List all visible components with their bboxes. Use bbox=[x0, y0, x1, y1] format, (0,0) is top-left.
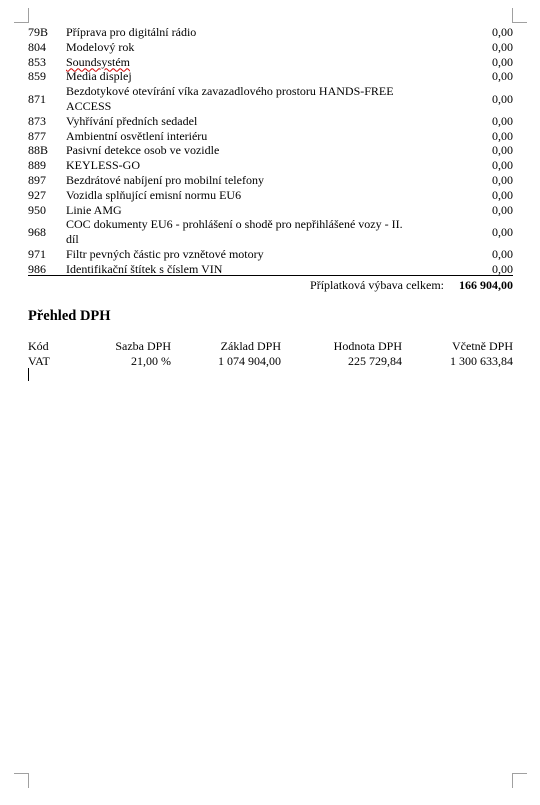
option-row bbox=[28, 69, 513, 84]
option-description-text: Identifikační štítek s číslem VIN bbox=[66, 261, 223, 276]
option-description bbox=[66, 173, 443, 188]
vat-total: 1 300 633,84 bbox=[450, 354, 513, 368]
option-description-line: COC dokumenty EU6 - prohlášení o shodě pro nepřihlášené vozy - II. bbox=[66, 217, 403, 232]
option-description bbox=[66, 25, 443, 40]
crop-mark-top-left bbox=[14, 8, 29, 23]
option-code: 873 bbox=[28, 113, 46, 128]
option-description bbox=[66, 40, 443, 55]
vat-row bbox=[28, 354, 513, 369]
option-price: 0,00 bbox=[492, 91, 513, 106]
option-price: 0,00 bbox=[492, 172, 513, 187]
option-price: 0,00 bbox=[492, 143, 513, 158]
option-price: 0,00 bbox=[492, 128, 513, 143]
vat-header-amount: Hodnota DPH bbox=[333, 339, 402, 353]
options-total bbox=[28, 278, 513, 292]
vat-base: 1 074 904,00 bbox=[218, 354, 281, 368]
option-code: 871 bbox=[28, 91, 46, 106]
option-price: 0,00 bbox=[492, 261, 513, 276]
option-code: 853 bbox=[28, 54, 46, 69]
option-description-text: Media displej bbox=[66, 69, 132, 84]
option-description-text: Příprava pro digitální rádio bbox=[66, 25, 197, 39]
option-price: 0,00 bbox=[492, 224, 513, 239]
vat-amount: 225 729,84 bbox=[348, 354, 402, 368]
option-code: 950 bbox=[28, 202, 46, 217]
option-code: 927 bbox=[28, 187, 46, 202]
option-description bbox=[66, 55, 443, 70]
option-description-text: KEYLESS-GO bbox=[66, 158, 140, 173]
vat-table bbox=[28, 339, 513, 369]
option-description bbox=[66, 188, 443, 203]
option-description-line: díl bbox=[66, 232, 79, 247]
crop-mark-bottom-left bbox=[14, 773, 29, 788]
option-row bbox=[28, 188, 513, 203]
option-row bbox=[28, 217, 513, 247]
total-value: 166 904,00 bbox=[459, 278, 513, 292]
option-row bbox=[28, 173, 513, 188]
option-code: 79B bbox=[28, 25, 49, 39]
option-price: 0,00 bbox=[492, 39, 513, 54]
option-code: 804 bbox=[28, 39, 46, 54]
total-divider bbox=[28, 275, 513, 276]
vat-header-total: Včetně DPH bbox=[452, 339, 513, 353]
option-row bbox=[28, 158, 513, 173]
option-description bbox=[66, 84, 443, 114]
option-description-text: Pasivní detekce osob ve vozidle bbox=[66, 143, 220, 158]
option-description-line: Bezdotykové otevírání víka zavazadlového prostoru HANDS-FREE bbox=[66, 84, 394, 99]
option-description-line: ACCESS bbox=[66, 98, 112, 113]
option-description-text: Bezdrátové nabíjení pro mobilní telefony bbox=[66, 172, 264, 187]
option-price: 0,00 bbox=[492, 25, 513, 39]
total-label: Příplatková výbava celkem: bbox=[310, 278, 444, 292]
option-description-text: Linie AMG bbox=[66, 202, 122, 217]
option-price: 0,00 bbox=[492, 187, 513, 202]
option-description bbox=[66, 69, 443, 84]
option-code: 877 bbox=[28, 128, 46, 143]
option-price: 0,00 bbox=[492, 158, 513, 173]
vat-header-rate: Sazba DPH bbox=[115, 339, 171, 353]
option-code: 88B bbox=[28, 143, 49, 158]
option-price: 0,00 bbox=[492, 113, 513, 128]
option-row bbox=[28, 129, 513, 144]
option-row bbox=[28, 84, 513, 114]
option-code: 968 bbox=[28, 224, 46, 239]
option-row bbox=[28, 247, 513, 262]
vat-code: VAT bbox=[28, 354, 50, 368]
option-price: 0,00 bbox=[492, 69, 513, 84]
option-description bbox=[66, 158, 443, 173]
option-row bbox=[28, 55, 513, 70]
option-price: 0,00 bbox=[492, 246, 513, 261]
vat-header-base: Základ DPH bbox=[220, 339, 281, 353]
option-description bbox=[66, 143, 443, 158]
option-code: 859 bbox=[28, 69, 46, 84]
option-price: 0,00 bbox=[492, 202, 513, 217]
option-code: 897 bbox=[28, 172, 46, 187]
options-list bbox=[28, 25, 513, 277]
option-row bbox=[28, 203, 513, 218]
option-description bbox=[66, 203, 443, 218]
option-description bbox=[66, 114, 443, 129]
vat-header-row bbox=[28, 339, 513, 354]
option-description bbox=[66, 129, 443, 144]
option-code: 889 bbox=[28, 158, 46, 173]
option-code: 986 bbox=[28, 261, 46, 276]
vat-heading: Přehled DPH bbox=[28, 308, 111, 324]
vat-rate: 21,00 % bbox=[131, 354, 171, 368]
option-row bbox=[28, 25, 513, 40]
option-description bbox=[66, 217, 443, 247]
crop-mark-bottom-right bbox=[512, 773, 527, 788]
option-description-text: Filtr pevných částic pro vznětové motory bbox=[66, 246, 264, 261]
option-description-text: Vozidla splňující emisní normu EU6 bbox=[66, 187, 242, 202]
option-row bbox=[28, 40, 513, 55]
crop-mark-top-right bbox=[512, 8, 527, 23]
option-row bbox=[28, 114, 513, 129]
text-cursor[interactable] bbox=[28, 368, 29, 381]
option-code: 971 bbox=[28, 246, 46, 261]
option-description-text: Ambientní osvětlení interiéru bbox=[66, 128, 208, 143]
option-description-text: Vyhřívání předních sedadel bbox=[66, 113, 198, 128]
option-row bbox=[28, 143, 513, 158]
option-description-text: Modelový rok bbox=[66, 39, 135, 54]
option-description-text: Soundsystém bbox=[66, 54, 131, 69]
option-description bbox=[66, 247, 443, 262]
vat-header-code: Kód bbox=[28, 339, 49, 353]
option-price: 0,00 bbox=[492, 54, 513, 69]
